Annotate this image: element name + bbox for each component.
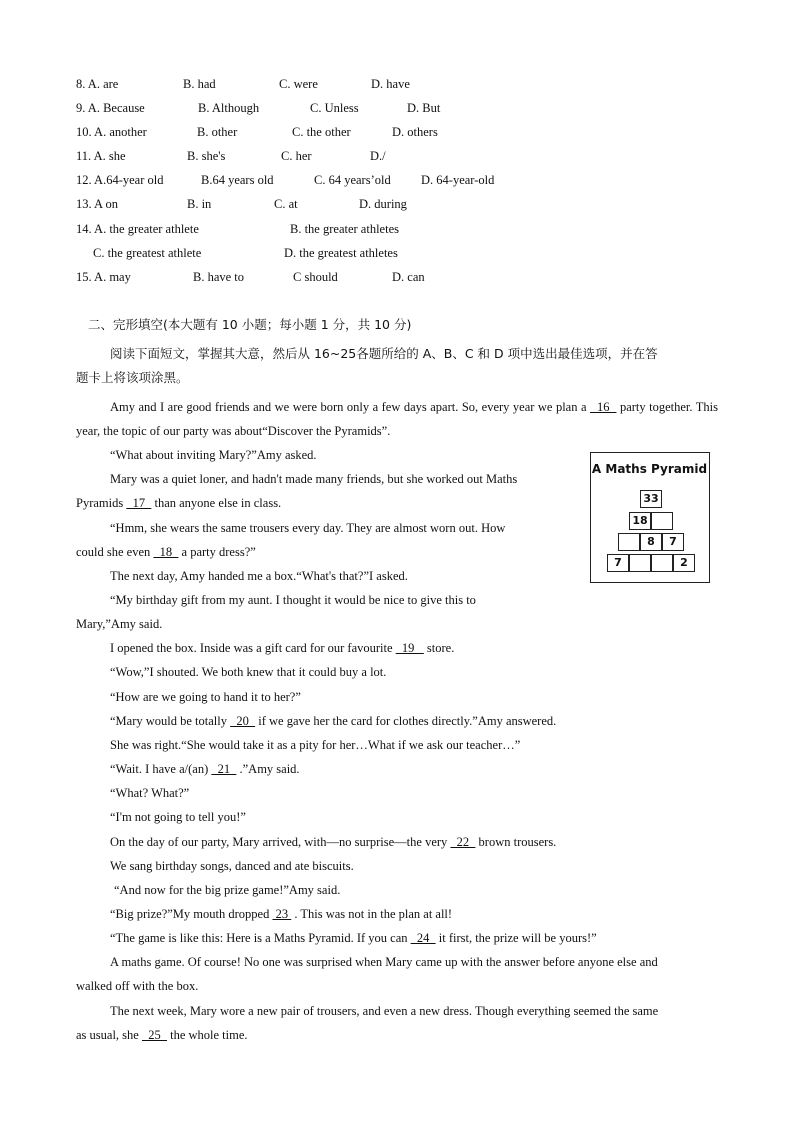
option-c: C. Unless (310, 101, 359, 115)
option-a: 15. A. may (76, 270, 131, 284)
line-prize: “And now for the big prize game!”Amy said. (114, 883, 341, 897)
line-big-prize (110, 904, 452, 924)
option-a: 10. A. another (76, 125, 147, 139)
option-b: B.64 years old (201, 173, 274, 187)
passage-text: On the day of our party, Mary arrived, with—no surprise—the very (110, 835, 448, 849)
line-game (110, 928, 597, 948)
pyramid-cell (618, 533, 640, 551)
passage-text: Mary was a quiet loner, and hadn't made many friends, but she worked out Maths (110, 472, 518, 486)
blank-25: 25 (141, 1028, 167, 1042)
pyramid-cell: 18 (629, 512, 651, 530)
passage-text: .”Amy said. (239, 762, 300, 776)
blank-22: 22 (450, 835, 476, 849)
option-a: 9. A. Because (76, 101, 145, 115)
blank-18: 18 (153, 545, 179, 559)
blank-19: 19 (395, 641, 424, 655)
option-c: C. at (274, 197, 298, 211)
passage-text: Amy and I are good friends and we were born only a few days apart. So, every year we plan a (110, 400, 587, 414)
option-b: B. Although (198, 101, 260, 115)
passage-text: Pyramids (76, 496, 124, 510)
line-inviting: “What about inviting Mary?”Amy asked. (110, 448, 317, 462)
option-a: 8. A. are (76, 77, 119, 91)
passage-paragraph-1 (76, 395, 718, 443)
blank-21: 21 (211, 762, 237, 776)
passage-paragraph-next-week (76, 999, 718, 1047)
pyramid-cell (629, 554, 651, 572)
passage-text: a party dress?” (181, 545, 256, 559)
option-d: D. during (359, 197, 407, 211)
passage-text: could she even (76, 545, 151, 559)
option-a: 11. A. she (76, 149, 126, 163)
passage-text: it first, the prize will be yours!” (438, 931, 597, 945)
passage-text: as usual, she (76, 1028, 139, 1042)
passage-text: “The game is like this: Here is a Maths Pyramid. If you can (110, 931, 408, 945)
pyramid-cell-top: 33 (640, 490, 662, 508)
line-wait (110, 759, 300, 779)
option-b: B. other (197, 125, 238, 139)
blank-17: 17 (126, 496, 152, 510)
passage-text: if we gave her the card for clothes directly.”Amy answered. (258, 714, 557, 728)
option-c: C. were (279, 77, 318, 91)
passage-text: “Hmm, she wears the same trousers every day. They are almost worn out. How (110, 521, 506, 535)
passage-paragraph-maths-game (76, 950, 718, 998)
option-b: B. had (183, 77, 216, 91)
option-b: B. have to (193, 270, 245, 284)
passage-paragraph-mary (76, 467, 568, 515)
option-d: D. 64-year-old (421, 173, 495, 187)
option-a: 13. A on (76, 197, 119, 211)
option-a: 12. A.64-year old (76, 173, 164, 187)
passage-text: Mary,”Amy said. (76, 617, 163, 631)
passage-text: brown trousers. (478, 835, 557, 849)
line-how: “How are we going to hand it to her?” (110, 690, 301, 704)
option-d: D. can (392, 270, 425, 284)
option-c: C should (293, 270, 338, 284)
passage-text: . This was not in the plan at all! (294, 907, 453, 921)
blank-16: 16 (590, 400, 617, 414)
line-sang: We sang birthday songs, danced and ate biscuits. (110, 859, 354, 873)
pyramid-title: A Maths Pyramid (591, 462, 708, 476)
passage-text: I opened the box. Inside was a gift card for our favourite (110, 641, 393, 655)
option-c: C. the greatest athlete (93, 246, 202, 260)
line-nextday: The next day, Amy handed me a box.“What's that?”I asked. (110, 569, 408, 583)
option-d: D. others (392, 125, 438, 139)
maths-pyramid-figure (590, 452, 710, 583)
pyramid-cell: 7 (662, 533, 684, 551)
option-d: D. But (407, 101, 441, 115)
line-mary-totally (110, 711, 556, 731)
option-b: B. the greater athletes (290, 222, 399, 236)
option-b: B. she's (187, 149, 226, 163)
option-c: C. her (281, 149, 312, 163)
passage-paragraph-hmm (76, 516, 568, 564)
pyramid-cell (651, 512, 673, 530)
pyramid-cell: 7 (607, 554, 629, 572)
passage-text: party together. This year, the topic of our party was about“Discover the Pyramids”. (76, 400, 719, 438)
pyramid-cell: 8 (640, 533, 662, 551)
option-b: B. in (187, 197, 212, 211)
passage-text: “Wait. I have a/(an) (110, 762, 209, 776)
passage-paragraph-gift (76, 588, 568, 636)
passage-text: The next week, Mary wore a new pair of trousers, and even a new dress. Though everything seemed the same (110, 1004, 659, 1018)
option-d: D. the greatest athletes (284, 246, 398, 260)
line-right: She was right.“She would take it as a pity for her…What if we ask our teacher…” (110, 738, 521, 752)
passage-text: walked off with the box. (76, 979, 199, 993)
pyramid-cell: 2 (673, 554, 695, 572)
line-open (110, 638, 454, 658)
pyramid-cell (651, 554, 673, 572)
section-instructions (76, 342, 718, 390)
section-title: 二、完形填空(本大题有 10 小题；每小题 1 分，共 10 分) (88, 317, 412, 332)
line-not-going: “I'm not going to tell you!” (110, 810, 246, 824)
blank-24: 24 (410, 931, 436, 945)
passage-text: “Big prize?”My mouth dropped (110, 907, 270, 921)
passage-text: than anyone else in class. (154, 496, 282, 510)
instructions-line-2: 题卡上将该项涂黑。 (76, 370, 189, 385)
instructions-line-1: 阅读下面短文，掌握其大意，然后从 16~25各题所给的 A、B、C 和 D 项中选出最佳选项，并在答 (110, 346, 658, 361)
option-c: C. 64 years’old (314, 173, 391, 187)
passage-text: the whole time. (170, 1028, 248, 1042)
blank-20: 20 (230, 714, 256, 728)
option-c: C. the other (292, 125, 351, 139)
line-what: “What? What?” (110, 786, 190, 800)
line-party-day (110, 832, 556, 852)
blank-23: 23 (272, 907, 292, 921)
option-d: D./ (370, 149, 386, 163)
option-a: 14. A. the greater athlete (76, 222, 199, 236)
option-d: D. have (371, 77, 410, 91)
line-wow: “Wow,”I shouted. We both knew that it could buy a lot. (110, 665, 387, 679)
passage-text: “Mary would be totally (110, 714, 227, 728)
passage-text: store. (426, 641, 455, 655)
passage-text: “My birthday gift from my aunt. I thought it would be nice to give this to (110, 593, 476, 607)
passage-text: A maths game. Of course! No one was surprised when Mary came up with the answer before anyone else and (110, 955, 658, 969)
